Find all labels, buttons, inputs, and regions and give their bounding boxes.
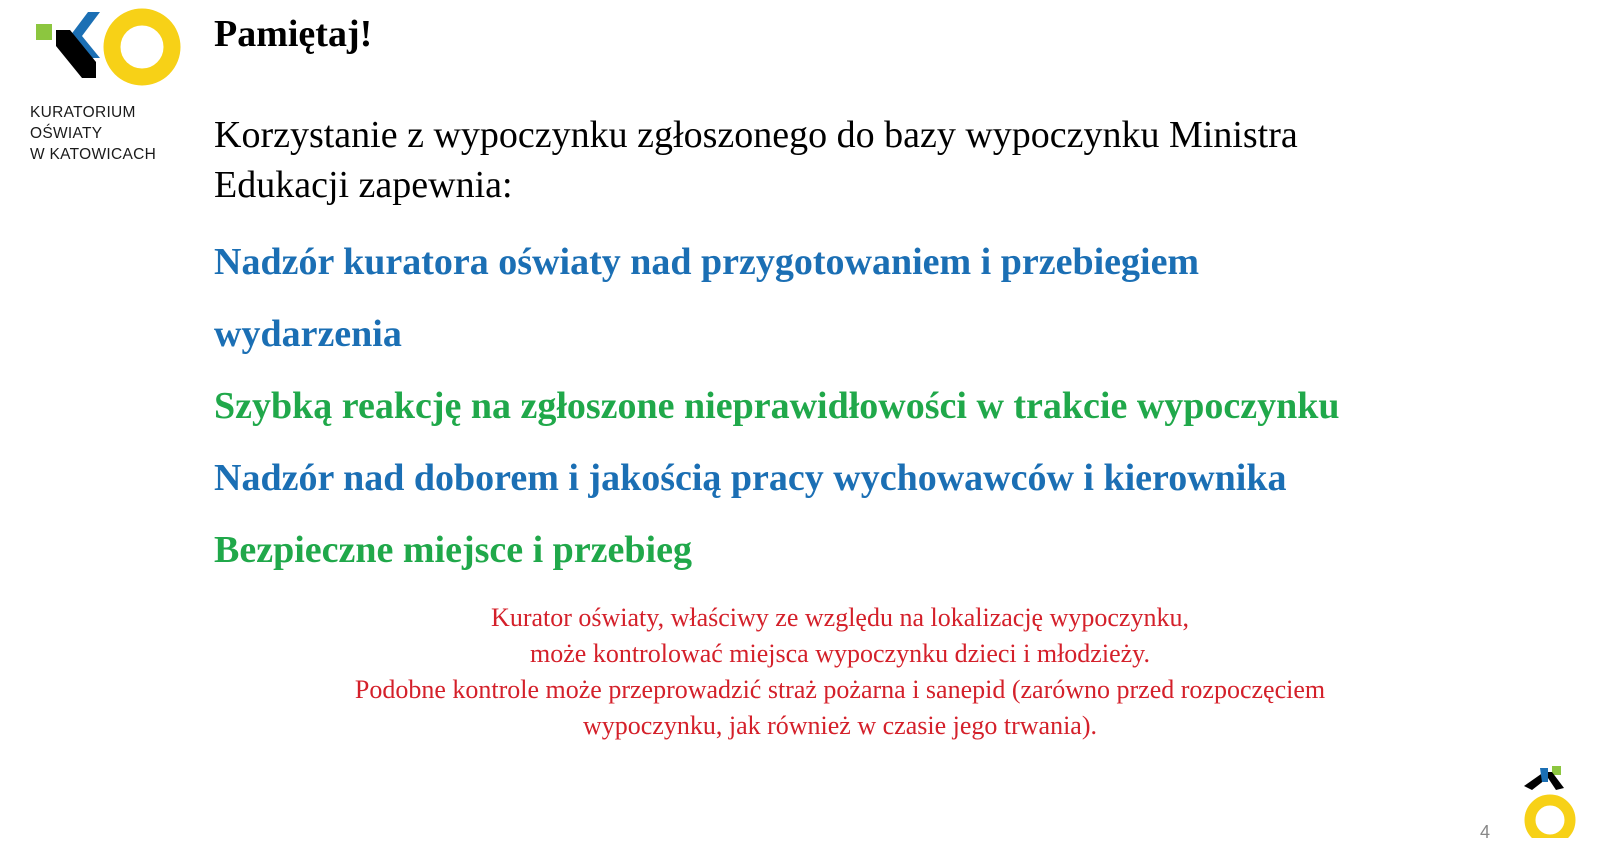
- note-line-1: Kurator oświaty, właściwy ze względu na lokalizację wypoczynku,: [491, 603, 1189, 632]
- slide-title: Pamiętaj!: [214, 13, 373, 55]
- kuratorium-logo: [30, 6, 200, 165]
- bullet-staff-quality: Nadzór nad doborem i jakością pracy wychowawców i kierownika: [214, 457, 1287, 499]
- bullet-supervision: Nadzór kuratora oświaty nad przygotowaniem i przebiegiem: [214, 241, 1200, 283]
- intro-text: Korzystanie z wypoczynku zgłoszonego do bazy wypoczynku Ministra Edukacji zapewnia:: [214, 114, 1298, 206]
- bullet-quick-reaction: Szybką reakcję na zgłoszone nieprawidłowości w trakcie wypoczynku: [214, 385, 1340, 427]
- logo-caption: [30, 102, 200, 165]
- logo-line-2: OŚWIATY: [30, 125, 103, 142]
- control-note: [220, 600, 1460, 744]
- bullet-safe-place: Bezpieczne miejsce i przebieg: [214, 529, 692, 571]
- page-number: 4: [1480, 822, 1491, 842]
- logo-line-1: KURATORIUM: [30, 104, 136, 121]
- ko-logo-icon: [30, 6, 190, 88]
- note-line-4: wypoczynku, jak również w czasie jego trwania).: [582, 711, 1098, 740]
- logo-line-3: W KATOWICACH: [30, 146, 157, 163]
- bullet-supervision-cont: wydarzenia: [214, 313, 402, 355]
- corner-logo-icon: [1518, 764, 1582, 843]
- note-line-2: może kontrolować miejsca wypoczynku dzieci i młodzieży.: [530, 639, 1150, 668]
- note-line-3: Podobne kontrole może przeprowadzić straż pożarna i sanepid (zarówno przed rozpoczęciem: [354, 675, 1326, 704]
